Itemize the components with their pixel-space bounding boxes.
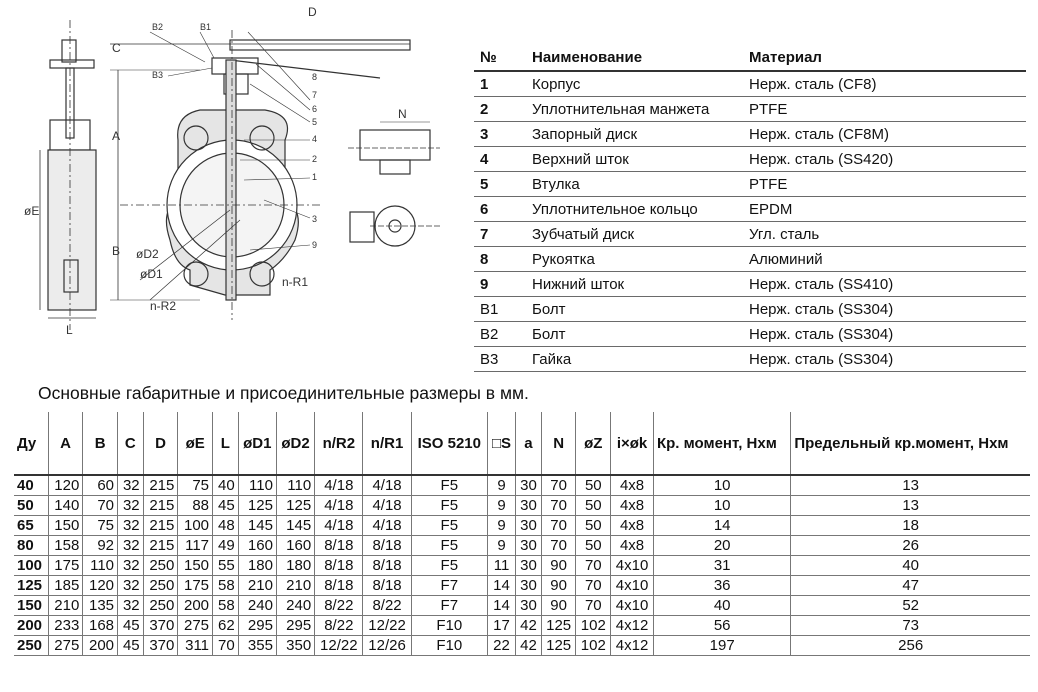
dims-header-cell: Предельный кр.момент, Нхм — [791, 412, 1030, 475]
dims-cell: 125 — [276, 496, 314, 516]
dims-cell: 50 — [576, 516, 611, 536]
dims-cell: 9 — [487, 516, 515, 536]
dims-cell: 10 — [653, 475, 790, 496]
dims-cell: 42 — [516, 616, 542, 636]
dims-header-cell: C — [118, 412, 144, 475]
part-number: 2 — [474, 97, 526, 122]
dims-cell: 47 — [791, 576, 1030, 596]
dims-cell: F7 — [411, 596, 487, 616]
dims-cell: 100 — [178, 516, 213, 536]
dims-cell: 8/18 — [363, 536, 411, 556]
part-material: Угл. сталь — [743, 222, 1026, 247]
dims-cell: 50 — [576, 475, 611, 496]
parts-row — [474, 222, 1026, 247]
parts-row — [474, 322, 1026, 347]
dims-cell: 135 — [83, 596, 118, 616]
dims-cell: 100 — [14, 556, 48, 576]
part-name: Болт — [526, 297, 743, 322]
dims-cell: 49 — [213, 536, 239, 556]
part-number: 4 — [474, 147, 526, 172]
dims-cell: 70 — [576, 556, 611, 576]
dims-cell: 73 — [791, 616, 1030, 636]
label-B2: B2 — [152, 22, 164, 32]
dims-cell: 8/22 — [315, 596, 363, 616]
dims-cell: 40 — [791, 556, 1030, 576]
part-number: 8 — [474, 247, 526, 272]
dims-cell: 8/18 — [315, 576, 363, 596]
dims-cell: 210 — [276, 576, 314, 596]
dims-cell: 30 — [516, 496, 542, 516]
dims-cell: 90 — [541, 556, 576, 576]
dims-cell: 40 — [213, 475, 239, 496]
part-number: B1 — [474, 297, 526, 322]
dims-header-cell: L — [213, 412, 239, 475]
label-9: 9 — [312, 240, 318, 250]
dims-cell: 4x8 — [611, 536, 654, 556]
dims-cell: 88 — [178, 496, 213, 516]
dims-cell: F5 — [411, 475, 487, 496]
label-D: D — [308, 5, 317, 19]
dims-cell: 70 — [541, 536, 576, 556]
dims-row — [14, 556, 1030, 576]
dims-row — [14, 536, 1030, 556]
parts-row — [474, 122, 1026, 147]
dims-cell: 275 — [48, 636, 83, 656]
dims-cell: 200 — [83, 636, 118, 656]
dims-cell: 140 — [48, 496, 83, 516]
dims-cell: 117 — [178, 536, 213, 556]
dims-cell: 4/18 — [363, 496, 411, 516]
dims-cell: 8/18 — [363, 556, 411, 576]
dims-header-cell: n/R1 — [363, 412, 411, 475]
dims-cell: 70 — [541, 475, 576, 496]
dims-cell: 58 — [213, 596, 239, 616]
dims-cell: 8/18 — [315, 556, 363, 576]
dims-cell: 80 — [14, 536, 48, 556]
dims-cell: F10 — [411, 636, 487, 656]
dims-cell: 4x12 — [611, 616, 654, 636]
dims-cell: 70 — [576, 576, 611, 596]
dims-cell: 70 — [541, 496, 576, 516]
dims-cell: 102 — [576, 616, 611, 636]
dims-cell: 102 — [576, 636, 611, 656]
parts-row — [474, 172, 1026, 197]
detail-bottom — [350, 206, 440, 246]
part-number: 1 — [474, 71, 526, 97]
label-L: L — [66, 323, 73, 337]
dims-cell: 22 — [487, 636, 515, 656]
dims-row — [14, 616, 1030, 636]
part-material: Нерж. сталь (SS304) — [743, 322, 1026, 347]
dims-header-cell: Кр. момент, Нхм — [653, 412, 790, 475]
part-number: 7 — [474, 222, 526, 247]
dims-cell: 75 — [178, 475, 213, 496]
label-7: 7 — [312, 90, 318, 100]
side-view — [40, 20, 96, 330]
part-number: 6 — [474, 197, 526, 222]
dims-cell: 30 — [516, 536, 542, 556]
dims-table-body — [14, 475, 1030, 656]
dims-header-cell: n/R2 — [315, 412, 363, 475]
label-D1: øD1 — [140, 267, 163, 281]
part-number: 3 — [474, 122, 526, 147]
label-R1: n-R1 — [282, 275, 309, 289]
dims-cell: 70 — [541, 516, 576, 536]
dims-cell: 92 — [83, 536, 118, 556]
dims-cell: 32 — [118, 596, 144, 616]
dims-cell: 8/18 — [363, 576, 411, 596]
parts-row — [474, 272, 1026, 297]
part-number: B3 — [474, 347, 526, 372]
dims-cell: 4/18 — [363, 516, 411, 536]
part-material: PTFE — [743, 172, 1026, 197]
dims-cell: 20 — [653, 536, 790, 556]
dims-cell: F7 — [411, 576, 487, 596]
dims-cell: F10 — [411, 616, 487, 636]
dims-cell: 250 — [143, 576, 178, 596]
dims-cell: 125 — [14, 576, 48, 596]
part-name: Корпус — [526, 71, 743, 97]
dims-cell: 30 — [516, 516, 542, 536]
dims-cell: 32 — [118, 496, 144, 516]
label-B3: B3 — [152, 70, 164, 80]
part-name: Верхний шток — [526, 147, 743, 172]
part-material: Нерж. сталь (SS410) — [743, 272, 1026, 297]
dims-cell: F5 — [411, 516, 487, 536]
dims-cell: 32 — [118, 536, 144, 556]
dims-cell: 45 — [118, 616, 144, 636]
part-name: Гайка — [526, 347, 743, 372]
dims-cell: 210 — [238, 576, 276, 596]
dims-cell: 36 — [653, 576, 790, 596]
dims-cell: 52 — [791, 596, 1030, 616]
dims-cell: 4x8 — [611, 475, 654, 496]
dims-cell: 62 — [213, 616, 239, 636]
dims-cell: 110 — [83, 556, 118, 576]
dims-cell: 160 — [238, 536, 276, 556]
dims-cell: F5 — [411, 556, 487, 576]
dims-cell: 14 — [653, 516, 790, 536]
part-number: 9 — [474, 272, 526, 297]
valve-technical-drawing — [0, 0, 470, 360]
dims-cell: 197 — [653, 636, 790, 656]
dims-cell: 370 — [143, 616, 178, 636]
dims-cell: 9 — [487, 536, 515, 556]
dims-cell: 125 — [238, 496, 276, 516]
dims-cell: 4/18 — [363, 475, 411, 496]
dims-cell: 145 — [238, 516, 276, 536]
dims-cell: 32 — [118, 475, 144, 496]
dims-cell: 48 — [213, 516, 239, 536]
dims-cell: 45 — [213, 496, 239, 516]
part-name: Уплотнительное кольцо — [526, 197, 743, 222]
dims-cell: 65 — [14, 516, 48, 536]
dims-cell: 50 — [14, 496, 48, 516]
parts-row — [474, 247, 1026, 272]
part-name: Рукоятка — [526, 247, 743, 272]
part-material: Нерж. сталь (SS304) — [743, 347, 1026, 372]
parts-header-material: Материал — [743, 44, 1026, 71]
dims-cell: 70 — [576, 596, 611, 616]
part-number: 5 — [474, 172, 526, 197]
dims-cell: 14 — [487, 596, 515, 616]
dims-row — [14, 496, 1030, 516]
dims-cell: 9 — [487, 496, 515, 516]
dims-cell: 110 — [276, 475, 314, 496]
dims-cell: 45 — [118, 636, 144, 656]
parts-row — [474, 71, 1026, 97]
parts-row — [474, 197, 1026, 222]
dims-cell: 60 — [83, 475, 118, 496]
parts-header-name: Наименование — [526, 44, 743, 71]
part-material: Нерж. сталь (CF8) — [743, 71, 1026, 97]
dims-row — [14, 636, 1030, 656]
part-name: Уплотнительная манжета — [526, 97, 743, 122]
part-material: PTFE — [743, 97, 1026, 122]
part-name: Зубчатый диск — [526, 222, 743, 247]
dims-row — [14, 475, 1030, 496]
label-C: C — [112, 41, 121, 55]
label-A: A — [112, 129, 121, 143]
part-number: B2 — [474, 322, 526, 347]
dims-cell: 125 — [541, 616, 576, 636]
dims-cell: 70 — [213, 636, 239, 656]
dims-cell: 355 — [238, 636, 276, 656]
part-material: EPDM — [743, 197, 1026, 222]
dims-cell: 32 — [118, 576, 144, 596]
dims-cell: 40 — [653, 596, 790, 616]
dims-cell: 42 — [516, 636, 542, 656]
dims-cell: 8/18 — [315, 536, 363, 556]
dims-header-cell: N — [541, 412, 576, 475]
dims-cell: 12/26 — [363, 636, 411, 656]
dims-cell: 18 — [791, 516, 1030, 536]
dims-cell: 311 — [178, 636, 213, 656]
label-1: 1 — [312, 172, 318, 182]
dims-cell: 250 — [14, 636, 48, 656]
label-2: 2 — [312, 154, 318, 164]
dims-header-cell: i×øk — [611, 412, 654, 475]
dims-cell: 50 — [576, 496, 611, 516]
dims-cell: 150 — [14, 596, 48, 616]
dims-cell: 4x10 — [611, 556, 654, 576]
detail-top — [348, 122, 440, 174]
dims-cell: 13 — [791, 475, 1030, 496]
part-name: Втулка — [526, 172, 743, 197]
dims-cell: F5 — [411, 536, 487, 556]
dims-cell: 30 — [516, 596, 542, 616]
dims-cell: 215 — [143, 475, 178, 496]
dimensions-table — [14, 412, 1030, 656]
dims-cell: 120 — [83, 576, 118, 596]
dims-header-cell: □S — [487, 412, 515, 475]
label-D2: øD2 — [136, 247, 159, 261]
part-material: Нерж. сталь (SS304) — [743, 297, 1026, 322]
dims-cell: 4x8 — [611, 496, 654, 516]
parts-header-row — [474, 44, 1026, 71]
label-B1: B1 — [200, 22, 212, 32]
dims-header-cell: A — [48, 412, 83, 475]
dims-cell: 4x10 — [611, 596, 654, 616]
dims-cell: 200 — [14, 616, 48, 636]
dims-cell: 58 — [213, 576, 239, 596]
label-B: B — [112, 244, 121, 258]
dimensions-caption: Основные габаритные и присоединительные размеры в мм. — [38, 383, 529, 403]
dims-cell: 110 — [238, 475, 276, 496]
label-8: 8 — [312, 72, 318, 82]
dims-cell: 120 — [48, 475, 83, 496]
dims-cell: F5 — [411, 496, 487, 516]
dims-cell: 4x12 — [611, 636, 654, 656]
dims-header-cell: øD2 — [276, 412, 314, 475]
dims-cell: 180 — [276, 556, 314, 576]
dims-cell: 4/18 — [315, 516, 363, 536]
dims-header-cell: a — [516, 412, 542, 475]
dims-cell: 26 — [791, 536, 1030, 556]
dims-cell: 175 — [178, 576, 213, 596]
dims-cell: 215 — [143, 516, 178, 536]
part-material: Нерж. сталь (CF8M) — [743, 122, 1026, 147]
part-name: Запорный диск — [526, 122, 743, 147]
dims-cell: 4x8 — [611, 516, 654, 536]
dims-cell: 11 — [487, 556, 515, 576]
dims-header-cell: øD1 — [238, 412, 276, 475]
dims-header-cell: ISO 5210 — [411, 412, 487, 475]
dims-cell: 32 — [118, 556, 144, 576]
dims-cell: 250 — [143, 556, 178, 576]
parts-row — [474, 347, 1026, 372]
dims-cell: 8/22 — [363, 596, 411, 616]
dims-cell: 40 — [14, 475, 48, 496]
dims-header-cell: Ду — [14, 412, 48, 475]
dims-cell: 150 — [178, 556, 213, 576]
dims-cell: 13 — [791, 496, 1030, 516]
dims-header-cell: B — [83, 412, 118, 475]
dims-header-cell: D — [143, 412, 178, 475]
dims-cell: 12/22 — [363, 616, 411, 636]
parts-header-no: № — [474, 44, 526, 71]
dims-cell: 17 — [487, 616, 515, 636]
parts-row — [474, 147, 1026, 172]
dims-cell: 14 — [487, 576, 515, 596]
label-N: N — [398, 107, 407, 121]
dims-cell: 125 — [541, 636, 576, 656]
dims-cell: 158 — [48, 536, 83, 556]
label-3: 3 — [312, 214, 318, 224]
part-name: Нижний шток — [526, 272, 743, 297]
label-6: 6 — [312, 104, 318, 114]
dims-cell: 32 — [118, 516, 144, 536]
label-4: 4 — [312, 134, 318, 144]
part-material: Алюминий — [743, 247, 1026, 272]
dims-cell: 160 — [276, 536, 314, 556]
dims-cell: 233 — [48, 616, 83, 636]
dims-cell: 200 — [178, 596, 213, 616]
dims-cell: 240 — [276, 596, 314, 616]
dims-cell: 70 — [83, 496, 118, 516]
dims-row — [14, 576, 1030, 596]
dims-cell: 50 — [576, 536, 611, 556]
dims-header-cell: øE — [178, 412, 213, 475]
dims-cell: 56 — [653, 616, 790, 636]
parts-table-body — [474, 71, 1026, 372]
dims-cell: 175 — [48, 556, 83, 576]
dims-cell: 150 — [48, 516, 83, 536]
dims-cell: 215 — [143, 536, 178, 556]
dims-cell: 250 — [143, 596, 178, 616]
dims-cell: 90 — [541, 596, 576, 616]
dims-cell: 145 — [276, 516, 314, 536]
dims-row — [14, 516, 1030, 536]
dims-cell: 9 — [487, 475, 515, 496]
dims-cell: 30 — [516, 475, 542, 496]
dims-cell: 370 — [143, 636, 178, 656]
dims-cell: 210 — [48, 596, 83, 616]
dims-cell: 295 — [276, 616, 314, 636]
dims-cell: 295 — [238, 616, 276, 636]
dims-header-row — [14, 412, 1030, 475]
dims-cell: 31 — [653, 556, 790, 576]
part-name: Болт — [526, 322, 743, 347]
dims-cell: 4x10 — [611, 576, 654, 596]
dims-cell: 185 — [48, 576, 83, 596]
part-material: Нерж. сталь (SS420) — [743, 147, 1026, 172]
dims-cell: 75 — [83, 516, 118, 536]
dims-cell: 4/18 — [315, 496, 363, 516]
dims-cell: 8/22 — [315, 616, 363, 636]
dims-cell: 90 — [541, 576, 576, 596]
parts-row — [474, 297, 1026, 322]
dims-cell: 55 — [213, 556, 239, 576]
label-5: 5 — [312, 117, 318, 127]
dims-cell: 4/18 — [315, 475, 363, 496]
dims-cell: 180 — [238, 556, 276, 576]
dims-cell: 256 — [791, 636, 1030, 656]
dims-cell: 168 — [83, 616, 118, 636]
dims-row — [14, 596, 1030, 616]
dims-cell: 240 — [238, 596, 276, 616]
parts-row — [474, 97, 1026, 122]
dims-cell: 350 — [276, 636, 314, 656]
parts-table — [474, 44, 1026, 372]
label-R2: n-R2 — [150, 299, 177, 313]
dims-cell: 30 — [516, 576, 542, 596]
dims-cell: 12/22 — [315, 636, 363, 656]
label-E: øE — [24, 204, 40, 218]
dims-cell: 275 — [178, 616, 213, 636]
dims-header-cell: øZ — [576, 412, 611, 475]
dims-cell: 215 — [143, 496, 178, 516]
dims-cell: 30 — [516, 556, 542, 576]
dims-cell: 10 — [653, 496, 790, 516]
